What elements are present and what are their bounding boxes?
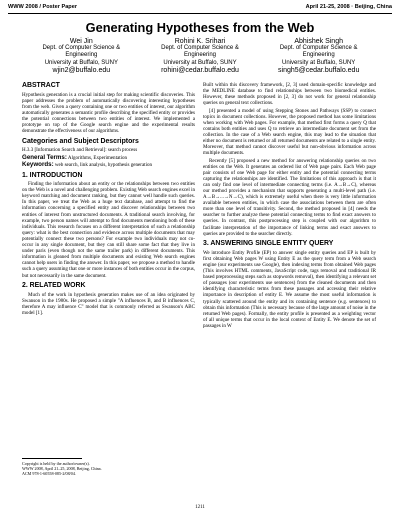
paper-title: Generating Hypotheses from the Web <box>85 20 315 35</box>
author-name: Wei Jin <box>69 38 93 45</box>
header-left: WWW 2008 / Poster Paper <box>8 4 78 10</box>
body-paragraph: Recently [5] proposed a new method for answering relationship queries on two entities on the Web. It generates an ordered list of Web page pairs. Each Web page pair consists of one Web page for either entity and the potential connecting terms capturing the relationships are identified. The limitations of this approach is that it can only find one level of intermediate connecting terms (i.e. A→B→C), whereas our method provides a mechanism that supports generating a multi-level path (i.e. A→B→...→N→C), which is extremely useful when there is very little information available between entities, in which case the associations between them are often more than one level of transitivity. Second, the method proposed in [4] needs the searcher to further analyze these potential connecting terms to find exact answers to queries. In contrast, this postprocessing step is coupled with our algorithm to facilitate interpretation of the importance of linking terms and exact answers to queries are provided to the searcher directly. <box>203 157 376 237</box>
author-email[interactable]: rohini@cedar.buffalo.edu <box>161 66 239 74</box>
copyright-line: WWW 2008, April 21–25, 2008, Beijing, China. <box>22 465 102 471</box>
running-header <box>8 2 392 12</box>
general-terms-label: General Terms: <box>22 153 67 161</box>
categories-text: H.3.3 [Information Search and Retrieval]: search process <box>22 147 138 154</box>
author-block <box>22 38 378 74</box>
section3-heading: 3. ANSWERING SINGLE ENTITY QUERY <box>203 240 334 248</box>
author-dept2: Engineering <box>302 52 335 59</box>
author-name: Rohini K. Srihari <box>174 38 226 45</box>
author-1 <box>22 38 141 74</box>
author-dept: Dept. of Computer Science & <box>161 45 239 52</box>
categories-heading: Categories and Subject Descriptors <box>22 137 139 145</box>
author-dept2: Engineering <box>183 52 217 59</box>
author-email[interactable]: wjin2@buffalo.edu <box>52 66 111 74</box>
intro-text: Finding the information about an entity or the relationships between two entities on the Web is a novel and challenging problem. Existing Web search engines excel in keyword matching and document ranking, but they cannot well handle such queries. In this paper, we treat the Web as a huge text database, and attempt to find the information concerning a specified entity and discover relationships between two entities of interest from unstructured documents. A traditional search involving, for example, two person names will attempt to find documents mentioning both of these individuals. This research focuses on a different interpretation of such a relationship query: what is the best connection and evidence across multiple documents that may potentially connect these two persons? For example two individuals may not co-occur in any single document, but they can still share some fact that they live in under paris (even though not the same trailer park) in different documents. This information is gleaned from multiple documents and existing Web search engines cannot help users in finding the answer. In this paper, we propose a method to handle such a query assuming that one or more instances of both entities occur in the corpus, but not necessarily in the same document. <box>22 181 195 279</box>
general-terms <box>22 155 195 161</box>
author-name: Abhishek Singh <box>294 38 343 45</box>
author-2 <box>141 38 260 74</box>
copyright-line: Copyright is held by the author/owner(s). <box>22 460 90 466</box>
author-email[interactable]: singh5@cedar.buffalo.edu <box>278 66 360 74</box>
author-dept: Dept. of Computer Science & <box>279 45 358 52</box>
related-text: Much of the work in hypothesis generation makes use of an idea originated by Swanson in the 1980s. He proposed a simple "A influences B, and B influences C, therefore A may influence C" model that is commonly referred as Swanson's ABC model [1]. <box>22 291 195 316</box>
keywords-label: Keywords: <box>22 160 54 168</box>
copyright-block <box>22 458 152 476</box>
page-number: 1211 <box>195 505 205 510</box>
copyright-rule <box>22 458 82 459</box>
author-3 <box>259 38 378 74</box>
body-paragraph: Built within this discovery framework, [2, 3] used domain-specific knowledge and the MEDLINE database to find relationships between two biomedical entities. However, these methods proposed in [2, 3] do not work for general relationship queries on general text collections. <box>203 82 376 107</box>
header-rule <box>8 13 392 14</box>
author-dept2: Engineering <box>65 52 98 59</box>
header-right: April 21-25, 2008 · Beijing, China <box>305 4 392 10</box>
copyright-line: ACM 978-1-60558-085-2/08/04. <box>22 470 76 476</box>
intro-heading: 1. INTRODUCTION <box>22 171 83 179</box>
keywords-text: web search, link analysis, hypothesis generation <box>54 161 153 168</box>
author-univ: University at Buffalo, SUNY <box>282 59 356 66</box>
general-terms-text: Algorithms, Experimentation <box>67 154 128 161</box>
body-paragraph: We introduce Entity Profile (EP) to answer single entity queries and EP is built by first obtaining Web pages W using Entity E as the query term from a Web search engine (our experiments use Google), then indexing terms from obtained Web pages (This involves HTML comments, JavaScript code, tags removal and traditional IR based preprocessing steps such as stopwords removal), then identifying a relevant set of passages (our experiments use sentences) from the cleaned documents and then identifying characteristic terms from these passages and accessing their relative importance in description of entity E. We assume the most useful information is typically scattered around the entity and its containing sentence (e.g. sentences) to obtain this information (This is necessary because of the large amount of noise in the returned Web pages). Formally, the entity profile is presented as a weighting vector of all unique terms that occur in the local context of Entity E. We denote the set of passages in W <box>203 249 376 329</box>
author-dept: Dept. of Computer Science & <box>42 45 121 52</box>
keywords <box>22 162 195 168</box>
author-univ: University at Buffalo, SUNY <box>44 59 118 66</box>
abstract-text: Hypothesis generation is a crucial initial step for making scientific discoveries. This paper addresses the problem of automatically discovering interesting hypotheses from the web. Given a query containing one or two entities of interest, our algorithm automatically generates a semantic profile describing the specified entity or provides the potential connections between two entities of interest. We implemented a prototype on top of the Google search engine and the experimental results demonstrate the effectiveness of our algorithms. <box>22 91 195 135</box>
left-column <box>22 82 195 317</box>
abstract-heading: ABSTRACT <box>22 82 60 89</box>
body-paragraph: [4] presented a model of using Stepping Stones and Pathways (SSP) to connect topics in document collections. However, the proposed method has some limitations when working with Web pages. For example, that method first forms a query Q that contains both entities and uses Q to retrieve an intermediate document set from the collection. In the case of a Web search engine, this may lead to the situation that either no document is returned or all returned documents are related to a single entity. Moreover, that method cannot discover useful but non-obvious information across multiple documents. <box>203 107 376 157</box>
right-column <box>203 82 376 330</box>
related-heading: 2. RELATED WORK <box>22 282 86 290</box>
author-univ: University at Buffalo, SUNY <box>163 59 237 66</box>
